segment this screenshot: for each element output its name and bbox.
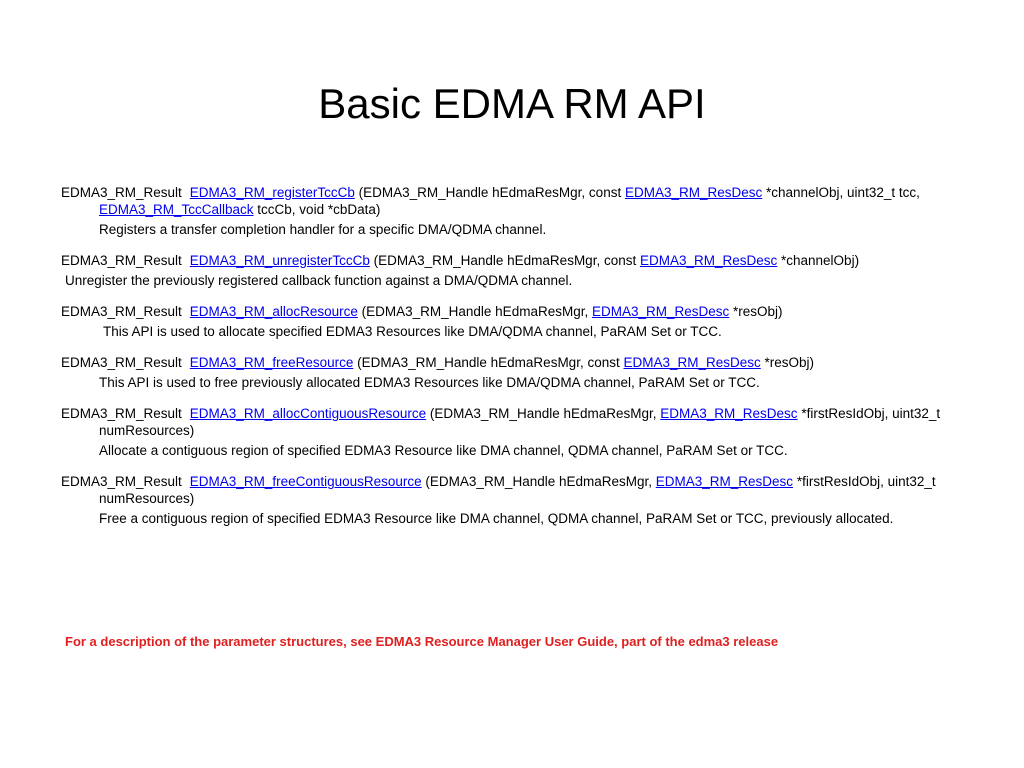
function-link-free-resource[interactable]: EDMA3_RM_freeResource xyxy=(189,355,354,370)
type-link-res-desc[interactable]: EDMA3_RM_ResDesc xyxy=(624,185,763,200)
slide-title: Basic EDMA RM API xyxy=(318,80,706,128)
function-link-register-tcc-cb[interactable]: EDMA3_RM_registerTccCb xyxy=(189,185,355,200)
function-description: This API is used to allocate specified EDMA3 Resources like DMA/QDMA channel, PaRAM Set or TCC. xyxy=(103,324,722,339)
type-link-res-desc[interactable]: EDMA3_RM_ResDesc xyxy=(639,253,778,268)
signature-params: *channelObj, uint32_t tcc, xyxy=(762,185,920,200)
signature-params: (EDMA3_RM_Handle hEdmaResMgr, const xyxy=(354,185,625,200)
function-link-unregister-tcc-cb[interactable]: EDMA3_RM_unregisterTccCb xyxy=(189,253,370,268)
signature-params: (EDMA3_RM_Handle hEdmaResMgr, xyxy=(421,474,656,489)
return-type: EDMA3_RM_Result xyxy=(61,474,182,489)
function-link-alloc-resource[interactable]: EDMA3_RM_allocResource xyxy=(189,304,358,319)
function-signature xyxy=(61,303,961,320)
function-signature xyxy=(61,184,961,218)
function-description: Unregister the previously registered callback function against a DMA/QDMA channel. xyxy=(65,273,573,288)
type-link-res-desc[interactable]: EDMA3_RM_ResDesc xyxy=(660,406,798,421)
api-entry-alloc-resource xyxy=(61,303,961,340)
footer-note: For a description of the parameter structures, see EDMA3 Resource Manager User Guide, part of the edma3 release xyxy=(65,634,779,649)
function-link-free-contiguous-resource[interactable]: EDMA3_RM_freeContiguousResource xyxy=(189,474,422,489)
api-entry-free-contiguous-resource xyxy=(61,473,961,527)
function-signature xyxy=(61,473,961,507)
function-signature xyxy=(61,405,961,439)
api-entry-unregister-tcc-cb xyxy=(61,252,961,289)
type-link-res-desc[interactable]: EDMA3_RM_ResDesc xyxy=(623,355,761,370)
type-link-res-desc[interactable]: EDMA3_RM_ResDesc xyxy=(655,474,794,489)
signature-params: tccCb, void *cbData) xyxy=(253,202,381,217)
function-signature xyxy=(61,354,961,371)
return-type: EDMA3_RM_Result xyxy=(61,304,182,319)
signature-params: *resObj) xyxy=(760,355,815,370)
api-list xyxy=(61,184,961,541)
function-link-alloc-contiguous-resource[interactable]: EDMA3_RM_allocContiguousResource xyxy=(189,406,427,421)
function-description: Allocate a contiguous region of specified EDMA3 Resource like DMA channel, QDMA channel, PaRAM Set or TCC. xyxy=(99,443,788,458)
type-link-res-desc[interactable]: EDMA3_RM_ResDesc xyxy=(591,304,730,319)
function-signature xyxy=(61,252,961,269)
return-type: EDMA3_RM_Result xyxy=(61,406,182,421)
return-type: EDMA3_RM_Result xyxy=(61,185,182,200)
api-entry-alloc-contiguous-resource xyxy=(61,405,961,459)
type-link-tcc-callback[interactable]: EDMA3_RM_TccCallback xyxy=(99,202,254,217)
function-description: Registers a transfer completion handler for a specific DMA/QDMA channel. xyxy=(99,222,547,237)
signature-params: (EDMA3_RM_Handle hEdmaResMgr, const xyxy=(353,355,624,370)
signature-params: *resObj) xyxy=(729,304,783,319)
function-description: This API is used to free previously allocated EDMA3 Resources like DMA/QDMA channel, PaRAM Set or TCC. xyxy=(99,375,760,390)
signature-params: (EDMA3_RM_Handle hEdmaResMgr, xyxy=(426,406,661,421)
signature-params: (EDMA3_RM_Handle hEdmaResMgr, xyxy=(357,304,592,319)
return-type: EDMA3_RM_Result xyxy=(61,253,182,268)
api-entry-free-resource xyxy=(61,354,961,391)
signature-params: *channelObj) xyxy=(777,253,860,268)
signature-params: *firstResIdObj, uint32_t numResources) xyxy=(99,474,936,506)
function-description: Free a contiguous region of specified EDMA3 Resource like DMA channel, QDMA channel, PaRAM Set or TCC, previously allocated. xyxy=(99,511,894,526)
signature-params: *firstResIdObj, uint32_t numResources) xyxy=(99,406,941,438)
return-type: EDMA3_RM_Result xyxy=(61,355,182,370)
signature-params: (EDMA3_RM_Handle hEdmaResMgr, const xyxy=(369,253,640,268)
api-entry-register-tcc-cb xyxy=(61,184,961,238)
